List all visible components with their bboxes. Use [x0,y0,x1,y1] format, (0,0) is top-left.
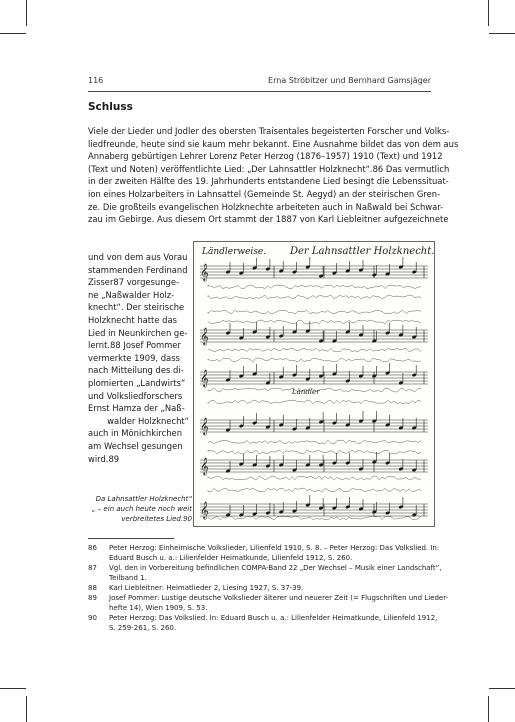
footnote-text: Vgl. den in Vorbereitung befindlichen COMPA-Band 22 „Der Wechsel – Musik einer Landschaft“, [109,564,442,572]
side-line: lernt.88 Josef Pommer [88,340,181,351]
side-line: ne „Naßwalder Holz- [88,289,175,300]
side-line: vermerkte 1909, dass [88,352,180,363]
footnote-text: Josef Pommer: Lustige deutsche Volkslieder älterer und neuerer Zeit (= Flugschriften und Lieder- [109,594,449,602]
crop-mark [0,688,26,689]
paragraph-line: liedfreunde, heute sind sie kaum mehr bekannt. Eine Ausnahme bildet das von dem aus [88,138,459,149]
footnote-number: 89 [88,594,97,602]
footnote-text: Peter Herzog: Das Volkslied. In: Eduard Busch u. a.: Lilienfelder Heimatkunde, Lilienfeld 1912, [109,614,438,622]
svg-text:𝄞: 𝄞 [200,327,209,345]
section-title: Schluss [88,101,133,113]
side-line: stammenden Ferdinand [88,264,188,275]
svg-text:𝄞: 𝄞 [200,263,209,281]
side-line: walder Holzknecht“ [107,415,189,426]
footnote-text: S. 259-261, S. 260. [109,624,177,632]
footnote-text: hefte 14), Wien 1909, S. 53. [109,604,208,612]
footnote-number: 87 [88,564,97,572]
page-number: 116 [88,76,104,85]
side-line: knecht“. Der steirische [88,302,185,313]
crop-mark [26,696,27,722]
side-line: und von dem aus Vorau [88,252,188,262]
footnote [88,563,442,583]
footnote [88,593,449,613]
crop-mark [489,688,515,689]
svg-text:𝄞: 𝄞 [200,369,209,387]
footnote-number: 88 [88,584,97,592]
crop-mark [26,0,27,26]
side-line: nach Mitteilung des di- [88,365,184,376]
crop-mark [488,0,489,26]
side-line: Lied in Neunkirchen ge- [88,327,188,338]
paragraph-line: zau im Gebirge. Aus diesem Ort stammt der 1887 von Karl Liebleitner aufgezeichnete [88,214,449,225]
footnote-number: 90 [88,614,97,622]
svg-text:𝄞: 𝄞 [200,501,209,519]
side-line: plomierten „Landwirts“ [88,377,186,388]
crop-mark [489,33,515,34]
side-line: auch in Mönichkirchen [88,428,183,439]
running-title: Erna Ströbitzer und Bernhard Gamsjäger [268,76,431,85]
paragraph-line: (Text und Noten) veröffentlichte Lied: „Der Lahnsattler Holzknecht“.86 Das vermutlich [88,163,450,174]
crop-mark [488,696,489,722]
tempo-marking: Ländlerweise. [202,247,267,257]
paragraph-line: in der zweiten Hälfte des 19. Jahrhunderts entstandene Lied besingt die Lebenssituat- [88,176,449,187]
footnote-text: Teilband 1. [109,574,147,582]
footnote-rule [88,538,174,539]
footnote [88,583,438,593]
side-line: und Volksliedforschers [88,390,183,401]
page-header [88,76,431,90]
footnotes [88,543,449,633]
side-line: am Wechsel gesungen [88,440,183,451]
caption-line: verbreitetes Lied.90 [121,515,192,523]
paragraph-line: Viele der Lieder und Jodler des obersten Traisentales begeisterten Forscher und Volks- [88,126,450,136]
footnote-number: 86 [88,544,97,552]
footnote-text: Karl Liebleitner: Heimatlieder 2, Liesing 1927, S. 37-39. [109,584,304,592]
svg-text:𝄞: 𝄞 [200,417,209,435]
handwritten-lyrics [208,285,421,520]
side-line: wird.89 [88,453,120,464]
side-line: Zisser87 vorgesunge- [88,277,180,288]
header-rule [88,91,431,92]
footnote [88,543,438,563]
svg-text:𝄞: 𝄞 [200,457,209,475]
paragraph-line: Annaberg gebürtigen Lehrer Lorenz Peter Herzog (1876–1957) 1910 (Text) und 1912 [88,151,443,162]
caption-line: Da Lahnsattler Holzknecht“ [95,495,192,503]
music-manuscript-figure [193,241,435,527]
paragraph-line: ion eines Holzarbeiters in Lahnsattel (Gemeinde St. Aegyd) an der steirischen Gren- [88,188,441,199]
figure-caption [88,494,192,524]
footnote [88,613,438,633]
crop-mark [0,33,26,34]
side-column-text [88,251,189,465]
section-label: Ländler [292,388,320,396]
paragraph-line: ze. Die großteils evangelischen Holzknechte arbeiteten auch in Naßwald bei Schwar- [88,201,444,212]
manuscript-image [194,242,434,526]
footnote-text: Peter Herzog: Einheimische Volkslieder, Lilienfeld 1910, S. 8. – Peter Herzog: Das Volkslied. In: [109,544,440,552]
caption-line: „ – ein auch heute noch weit [91,505,192,513]
manuscript-title: Der Lahnsattler Holzknecht. [290,246,434,257]
footnote-text: Eduard Busch u. a.: Lilienfelder Heimatkunde, Lilienfeld 1912, S. 260. [109,554,353,562]
side-line: Holzknecht hatte das [88,314,177,325]
side-line: Ernst Hamza der „Naß- [88,403,185,414]
body-paragraph [88,125,459,226]
